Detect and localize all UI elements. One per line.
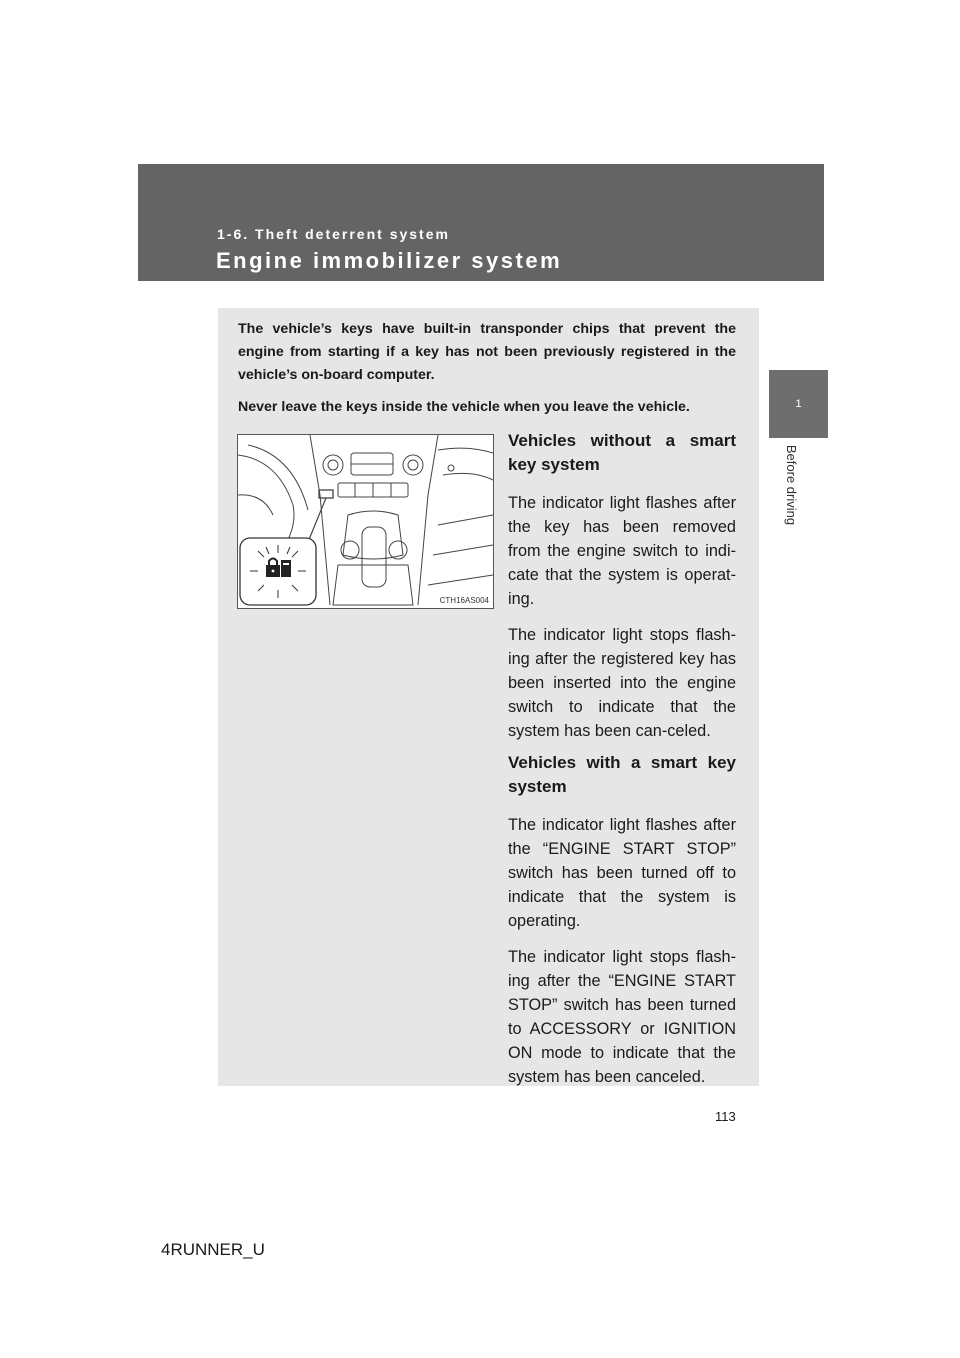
dashboard-illustration <box>237 434 494 609</box>
chapter-header <box>138 164 824 281</box>
page-number: 113 <box>715 1109 736 1124</box>
without-smart-key-para1: The indicator light flashes after the key has been removed from the engine switch to indi-cate that the system is operat-ing. <box>508 494 736 608</box>
figure-code: CTH16AS004 <box>439 596 489 605</box>
chapter-tab <box>769 370 828 438</box>
with-smart-key-section <box>508 751 736 1089</box>
without-smart-key-heading: Vehicles without a smart key system <box>508 431 736 474</box>
with-smart-key-para1: The indicator light flashes after the “ENGINE START STOP” switch has been turned off to indicate that the system is operating. <box>508 816 736 930</box>
page-title: Engine immobilizer system <box>216 248 563 273</box>
with-smart-key-heading: Vehicles with a smart key system <box>508 753 736 796</box>
document-code: 4RUNNER_U <box>161 1240 265 1259</box>
dashboard-drawing <box>238 435 493 608</box>
content-panel <box>218 308 759 1086</box>
section-label: 1-6. Theft deterrent system <box>217 226 450 242</box>
intro-text: The vehicle’s keys have built-in transponder chips that prevent the engine from starting if a key has not been previously registered in the vehicle’s on-board computer. <box>238 321 736 383</box>
chapter-label: Before driving <box>784 444 799 526</box>
without-smart-key-para2: The indicator light stops flash-ing after the registered key has been inserted into the engine switch to indicate that the system has been can-celed. <box>508 626 736 740</box>
without-smart-key-section <box>508 429 736 743</box>
warning-note: Never leave the keys inside the vehicle when you leave the vehicle. <box>238 399 690 415</box>
chapter-number: 1 <box>795 398 802 410</box>
with-smart-key-para2: The indicator light stops flash-ing after the “ENGINE START STOP” switch has been turned to ACCESSORY or IGNITION ON mode to indicate that the system has been canceled. <box>508 948 736 1086</box>
